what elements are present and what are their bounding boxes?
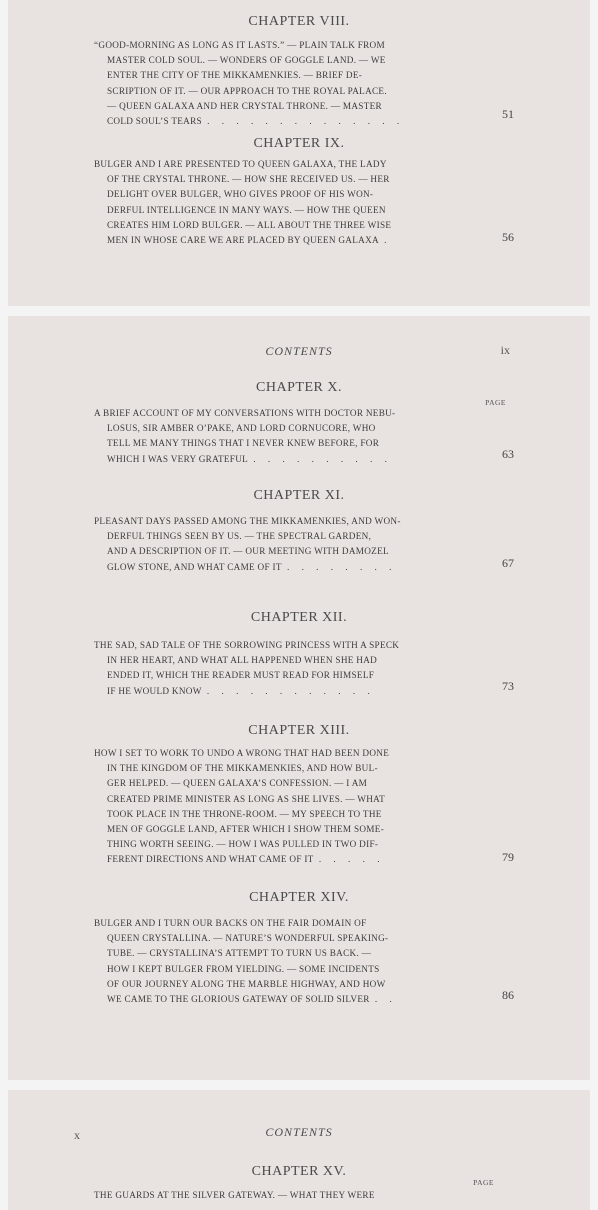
chapter-title: CHAPTER X. bbox=[256, 380, 342, 395]
chapter-title: CHAPTER XIV. bbox=[249, 890, 349, 905]
chapter-summary: BULGER AND I ARE PRESENTED TO QUEEN GALAXA, THE LADY OF THE CRYSTAL THRONE. — HOW SHE RECEIVED US. — HER DELIGHT OVER BULGER, WHO GIVES PROOF OF HIS WON- DERFUL INTELLIGENCE IN MANY WAYS. — HOW THE QUEEN CREATES HIM LORD BULGER. — ALL ABOUT THE THREE WISE MEN IN WHOSE CARE WE ARE PLACED BY QUEEN GALAXA . bbox=[94, 159, 392, 246]
chapter-summary: “GOOD-MORNING AS LONG AS IT LASTS.” — PLAIN TALK FROM MASTER COLD SOUL. — WONDERS OF GOGGLE LAND. — WE ENTER THE CITY OF THE MIKKAMENKIES. — BRIEF DE- SCRIPTION OF IT. — OUR APPROACH TO THE ROYAL PALACE. — QUEEN GALAXA AND HER CRYSTAL THRONE. — MASTER COLD SOUL’S TEARS . . . . . . . . . . . . . . bbox=[94, 40, 405, 127]
chapter-summary: HOW I SET TO WORK TO UNDO A WRONG THAT HAD BEEN DONE IN THE KINGDOM OF THE MIKKAMENKIES, AND HOW BUL- GER HELPED. — QUEEN GALAXA’S CONFESSION. — I AM CREATED PRIME MINISTER AS LONG AS SHE LIVES. — WHAT TOOK PLACE IN THE THRONE-ROOM. — MY SPEECH TO THE MEN OF GOGGLE LAND, AFTER WHICH I SHOW THEM SOME- THING WORTH SEEING. — HOW I WAS PULLED IN TWO DIF- FERENT DIRECTIONS AND WHAT CAME OF IT . . . . . bbox=[94, 748, 390, 865]
chapter-title: CHAPTER VIII. bbox=[248, 14, 350, 29]
running-head: CONTENTS bbox=[265, 344, 333, 358]
leader-dots: . . . . . . . . . . . . bbox=[206, 685, 375, 696]
page-number: 56 bbox=[502, 230, 514, 244]
chapter-summary: THE GUARDS AT THE SILVER GATEWAY. — WHAT THEY WERE bbox=[94, 1190, 375, 1200]
page-number: 51 bbox=[502, 107, 514, 121]
chapter-title: CHAPTER XIII. bbox=[248, 723, 350, 738]
page-number: 67 bbox=[502, 556, 514, 570]
leader-dots: . . bbox=[374, 994, 397, 1005]
leader-dots: . . . . . bbox=[318, 854, 385, 865]
folio-number: x bbox=[74, 1128, 80, 1142]
page-column-label: PAGE bbox=[485, 398, 506, 407]
chapter-title: CHAPTER XI. bbox=[253, 488, 345, 503]
leader-dots: . . . . . . . . . . bbox=[253, 453, 392, 464]
page-number: 63 bbox=[502, 447, 514, 461]
leader-dots: . . . . . . . . bbox=[286, 561, 397, 572]
leader-dots: . bbox=[384, 235, 392, 246]
chapter-title: CHAPTER XII. bbox=[250, 610, 348, 625]
running-head: CONTENTS bbox=[265, 1125, 333, 1139]
chapter-summary: A BRIEF ACCOUNT OF MY CONVERSATIONS WITH DOCTOR NEBU- LOSUS, SIR AMBER O’PAKE, AND LORD CORNUCORE, WHO TELL ME MANY THINGS THAT I NEVER KNEW BEFORE, FOR WHICH I WAS VERY GRATEFUL . . . . . . . . . . bbox=[94, 408, 396, 464]
page-number: 79 bbox=[502, 850, 514, 864]
chapter-title: CHAPTER IX. bbox=[253, 136, 345, 151]
page-column-label: PAGE bbox=[473, 1178, 494, 1187]
contents-page-ix bbox=[8, 316, 590, 1080]
chapter-title: CHAPTER XV. bbox=[251, 1164, 347, 1179]
contents-page-x bbox=[8, 1090, 590, 1210]
page-number: 73 bbox=[502, 679, 514, 693]
folio-number: ix bbox=[500, 343, 510, 357]
chapter-summary: THE SAD, SAD TALE OF THE SORROWING PRINCESS WITH A SPECK IN HER HEART, AND WHAT ALL HAPPENED WHEN SHE HAD ENDED IT, WHICH THE READER MUST READ FOR HIMSELF IF HE WOULD KNOW . . . . . . . . . . . . bbox=[94, 640, 400, 696]
contents-page-viii bbox=[8, 0, 590, 306]
chapter-summary: PLEASANT DAYS PASSED AMONG THE MIKKAMENKIES, AND WON- DERFUL THINGS SEEN BY US. — THE SPECTRAL GARDEN, AND A DESCRIPTION OF IT. — OUR MEETING WITH DAMOZEL GLOW STONE, AND WHAT CAME OF IT . . . . . . . . bbox=[94, 516, 401, 572]
page-number: 86 bbox=[502, 988, 514, 1002]
chapter-summary: BULGER AND I TURN OUR BACKS ON THE FAIR DOMAIN OF QUEEN CRYSTALLINA. — NATURE’S WONDERFUL SPEAKING- TUBE. — CRYSTALLINA’S ATTEMPT TO TURN US BACK. — HOW I KEPT BULGER FROM YIELDING. — SOME INCIDENTS OF OUR JOURNEY ALONG THE MARBLE HIGHWAY, AND HOW WE CAME TO THE GLORIOUS GATEWAY OF SOLID SILVER . . bbox=[94, 918, 397, 1005]
leader-dots: . . . . . . . . . . . . . . bbox=[207, 116, 405, 127]
